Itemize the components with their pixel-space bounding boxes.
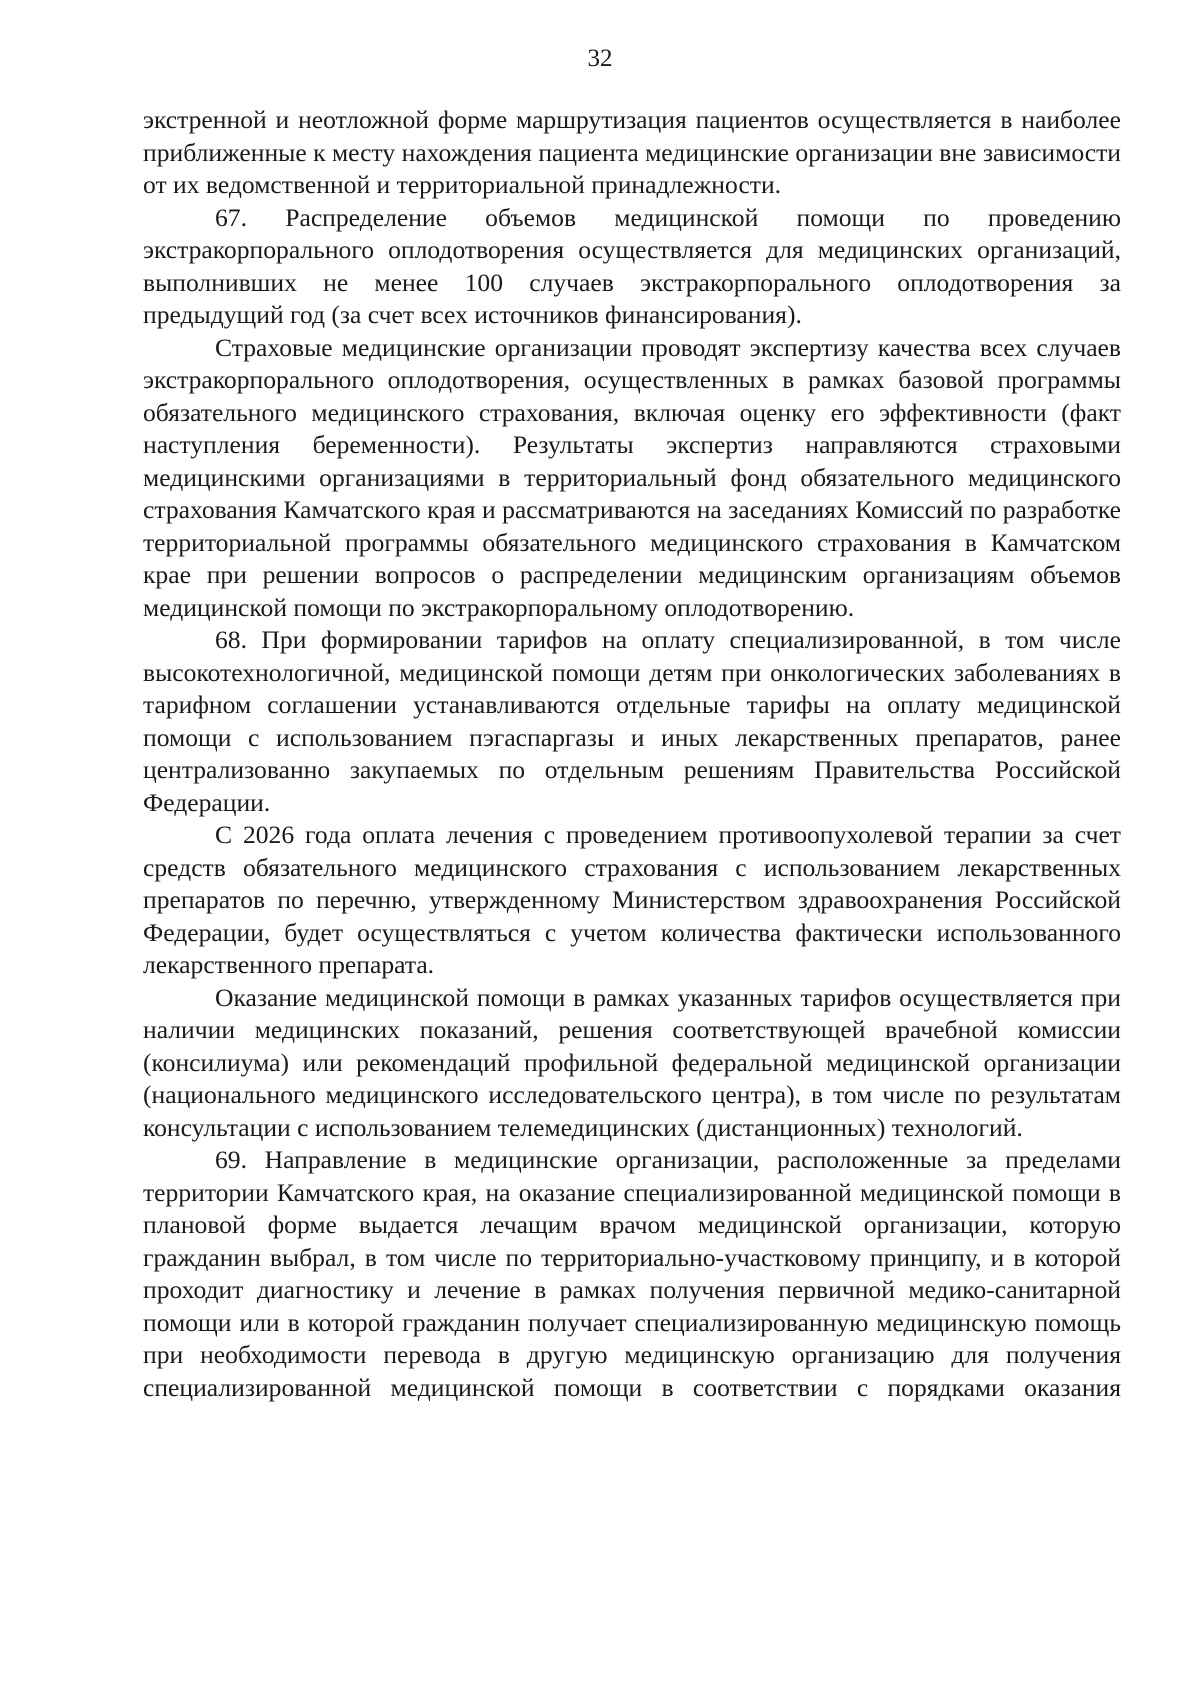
paragraph-2026-payment: С 2026 года оплата лечения с проведением противоопухолевой терапии за счет средств обязательного медицинского страхования с использованием лекарственных препаратов по перечню, утвержденному Министерством здравоохранения Российской Федерации, будет осуществляться с учетом количества фактически использованного лекарственного препарата. <box>143 820 1121 979</box>
paragraph-item-69: 69. Направление в медицинские организации, расположенные за пределами территории Камчатского края, на оказание специализированной медицинской помощи в плановой форме выдается лечащим врачом медицинской организации, которую гражданин выбрал, в том числе по территориально-участковому принципу, и в которой проходит диагностику и лечение в рамках получения первичной медико-санитарной помощи или в которой гражданин получает специализированную медицинскую помощь при необходимости перевода в другую медицинскую организацию для получения специализированной медицинской помощи в соответствии с порядками оказания <box>143 1145 1121 1402</box>
paragraph-tariff-conditions: Оказание медицинской помощи в рамках указанных тарифов осуществляется при наличии медицинских показаний, решения соответствующей врачебной комиссии (консилиума) или рекомендаций профильной федеральной медицинской организации (национального медицинского исследовательского центра), в том числе по результатам консультации с использованием телемедицинских (дистанционных) технологий. <box>143 982 1121 1142</box>
document-body <box>143 104 1121 1404</box>
paragraph-item-68: 68. При формировании тарифов на оплату специализированной, в том числе высокотехнологичной, медицинской помощи детям при онкологических заболеваниях в тарифном соглашении устанавливаются отдельные тарифы на оплату медицинской помощи с использованием пэгаспаргазы и иных лекарственных препаратов, ранее централизованно закупаемых по отдельным решениям Правительства Российской Федерации. <box>143 625 1121 817</box>
paragraph-item-67: 67. Распределение объемов медицинской помощи по проведению экстракорпорального оплодотворения осуществляется для медицинских организаций, выполнивших не менее 100 случаев экстракорпорального оплодотворения за предыдущий год (за счет всех источников финансирования). <box>143 202 1121 329</box>
page-number: 32 <box>587 45 613 72</box>
paragraph-insurance-expertise: Страховые медицинские организации проводят экспертизу качества всех случаев экстракорпорального оплодотворения, осуществленных в рамках базовой программы обязательного медицинского страхования, включая оценку его эффективности (факт наступления беременности). Результаты экспертиз направляются страховыми медицинскими организациями в территориальный фонд обязательного медицинского страхования Камчатского края и рассматриваются на заседаниях Комиссий по разработке территориальной программы обязательного медицинского страхования в Камчатском крае при решении вопросов о распределении медицинским организациям объемов медицинской помощи по экстракорпоральному оплодотворению. <box>143 332 1121 622</box>
paragraph-continuation: экстренной и неотложной форме маршрутизация пациентов осуществляется в наиболее приближенные к месту нахождения пациента медицинские организации вне зависимости от их ведомственной и территориальной принадлежности. <box>143 105 1121 199</box>
